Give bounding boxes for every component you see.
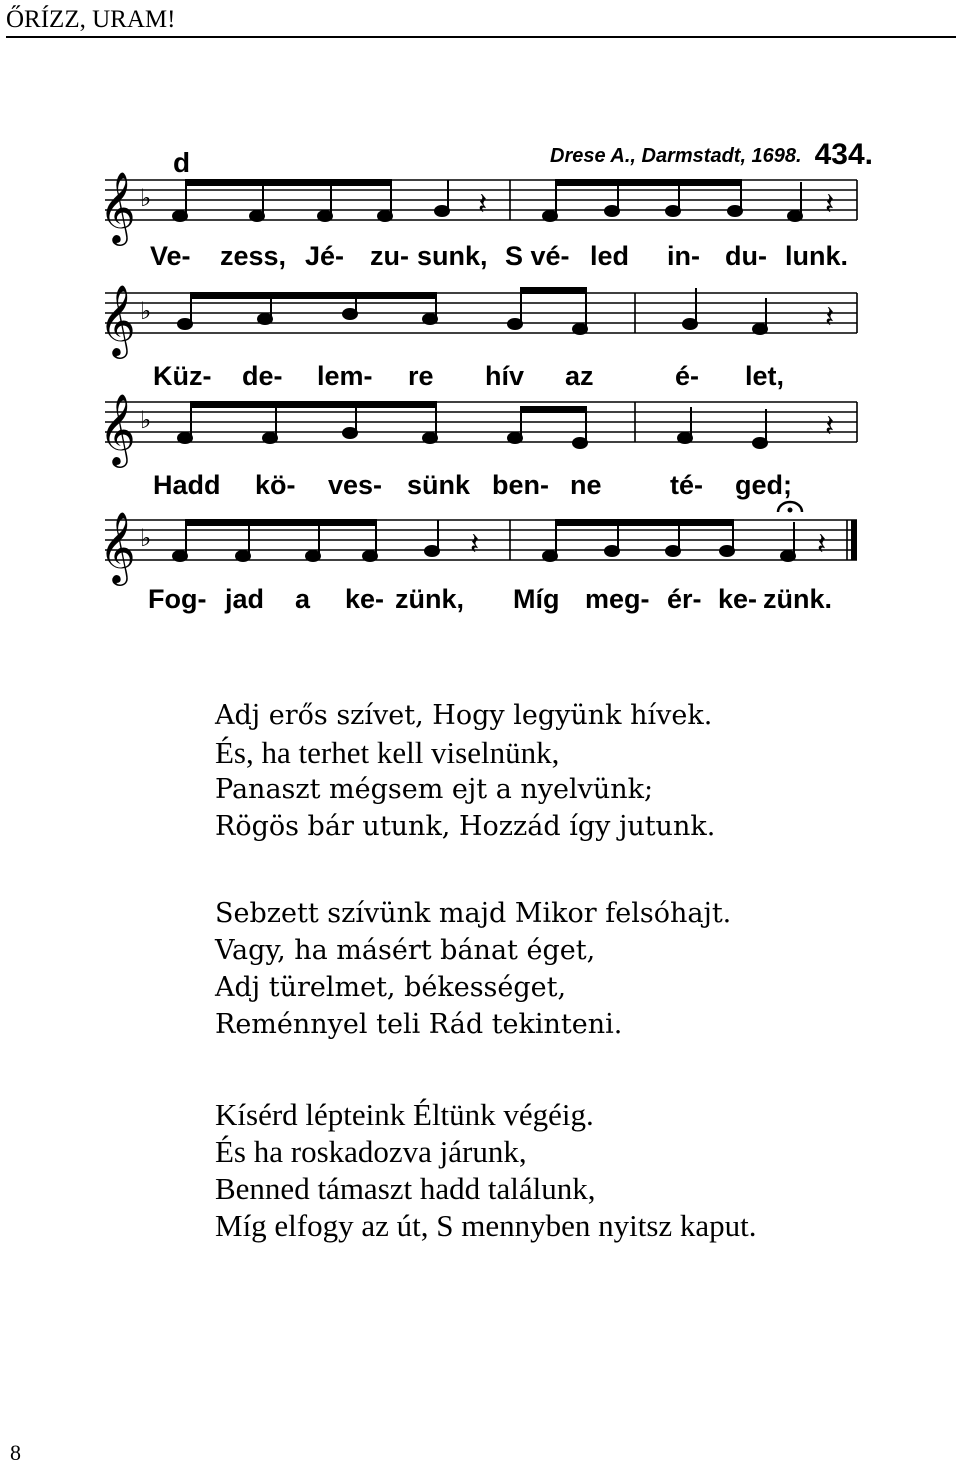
music-score <box>95 135 873 625</box>
quarter-rest-icon: 𝄽 <box>470 528 480 561</box>
treble-clef-icon: 𝄞 <box>99 513 136 582</box>
lyric-syllable: ke- <box>345 584 385 614</box>
lyric-syllable: Míg <box>513 584 560 614</box>
lyric-syllable: zu- <box>370 241 409 271</box>
lyric-syllable: Jé- <box>305 241 345 271</box>
page-number: 8 <box>10 1440 21 1465</box>
lyric-syllable: ke- <box>718 584 758 614</box>
lyric-syllable: re <box>408 361 434 391</box>
lyric-syllable: S vé- <box>505 241 570 271</box>
lyric-syllable: sunk, <box>417 241 488 271</box>
staff-system-3 <box>99 394 857 500</box>
verse-line: És, ha terhet kell viselnünk, <box>215 735 560 770</box>
lyric-syllable: ne <box>570 470 602 500</box>
lyric-syllable: de- <box>242 361 283 391</box>
verse-line: Míg elfogy az út, S mennyben nyitsz kaput. <box>215 1208 757 1243</box>
flat-icon: ♭ <box>140 298 152 325</box>
verse-1 <box>215 697 715 845</box>
lyric-syllable: lunk. <box>785 241 849 271</box>
lyric-syllable: Fog- <box>148 584 207 614</box>
verse-line: És ha roskadozva járunk, <box>215 1134 527 1169</box>
lyric-syllable: du- <box>725 241 767 271</box>
verse-line: Adj erős szívet, Hogy legyünk hívek. <box>215 700 713 731</box>
staff-system-4 <box>99 502 857 614</box>
quarter-rest-icon: 𝄽 <box>825 410 835 443</box>
lyric-syllable: ves- <box>328 470 383 500</box>
lyric-syllable: led <box>590 241 630 271</box>
verse-3 <box>215 1096 757 1244</box>
lyric-syllable: ér- <box>667 584 702 614</box>
verse-line: Adj türelmet, békességet, <box>215 972 567 1003</box>
page-header <box>6 2 956 38</box>
verse-2 <box>215 895 731 1043</box>
verse-line: Benned támaszt hadd találunk, <box>215 1171 596 1206</box>
lyric-syllable: hív <box>485 361 525 391</box>
key-letter: d <box>173 147 191 178</box>
staff-system-2 <box>99 285 857 391</box>
treble-clef-icon: 𝄞 <box>99 173 136 242</box>
lyric-syllable: in- <box>667 241 700 271</box>
flat-icon: ♭ <box>140 407 152 434</box>
treble-clef-icon: 𝄞 <box>99 395 136 464</box>
quarter-rest-icon: 𝄽 <box>825 188 835 221</box>
hymn-number: 434. <box>814 138 873 171</box>
attribution: Drese A., Darmstadt, 1698. <box>550 145 802 167</box>
lyric-syllable: Hadd <box>153 470 221 500</box>
verse-line: Panaszt mégsem ejt a nyelvünk; <box>215 774 654 805</box>
lyric-syllable: zünk, <box>395 584 465 614</box>
verse-line: Vagy, ha másért bánat éget, <box>215 935 596 966</box>
staff-system-1 <box>99 172 857 271</box>
flat-icon: ♭ <box>140 525 152 552</box>
lyric-syllable: jad <box>225 584 265 614</box>
verse-line: Reménnyel teli Rád tekinteni. <box>215 1009 623 1040</box>
lyric-syllable: let, <box>745 361 785 391</box>
lyric-syllable: kö- <box>255 470 296 500</box>
lyric-syllable: Ve- <box>150 241 191 271</box>
lyric-syllable: é- <box>675 361 700 391</box>
lyric-syllable: Küz- <box>153 361 212 391</box>
lyric-syllable: ged; <box>735 470 792 500</box>
verse-line: Rögös bár utunk, Hozzád így jutunk. <box>215 811 716 842</box>
quarter-rest-icon: 𝄽 <box>825 301 835 334</box>
lyric-syllable: a <box>295 584 311 614</box>
lyric-syllable: ben- <box>492 470 549 500</box>
verse-line: Kísérd lépteink Éltünk végéig. <box>215 1097 594 1132</box>
page-title: ŐRÍZZ, URAM! <box>6 6 176 33</box>
lyric-syllable: sünk <box>407 470 471 500</box>
lyric-syllable: az <box>565 361 594 391</box>
quarter-rest-icon: 𝄽 <box>478 188 488 221</box>
lyric-syllable: lem- <box>317 361 373 391</box>
flat-icon: ♭ <box>140 185 152 212</box>
lyric-syllable: meg- <box>585 584 650 614</box>
lyric-syllable: zünk. <box>763 584 833 614</box>
treble-clef-icon: 𝄞 <box>99 286 136 355</box>
verse-line: Sebzett szívünk majd Mikor felsóhajt. <box>215 898 732 929</box>
lyric-syllable: té- <box>670 470 703 500</box>
quarter-rest-icon: 𝄽 <box>817 528 827 561</box>
lyric-syllable: zess, <box>220 241 287 271</box>
